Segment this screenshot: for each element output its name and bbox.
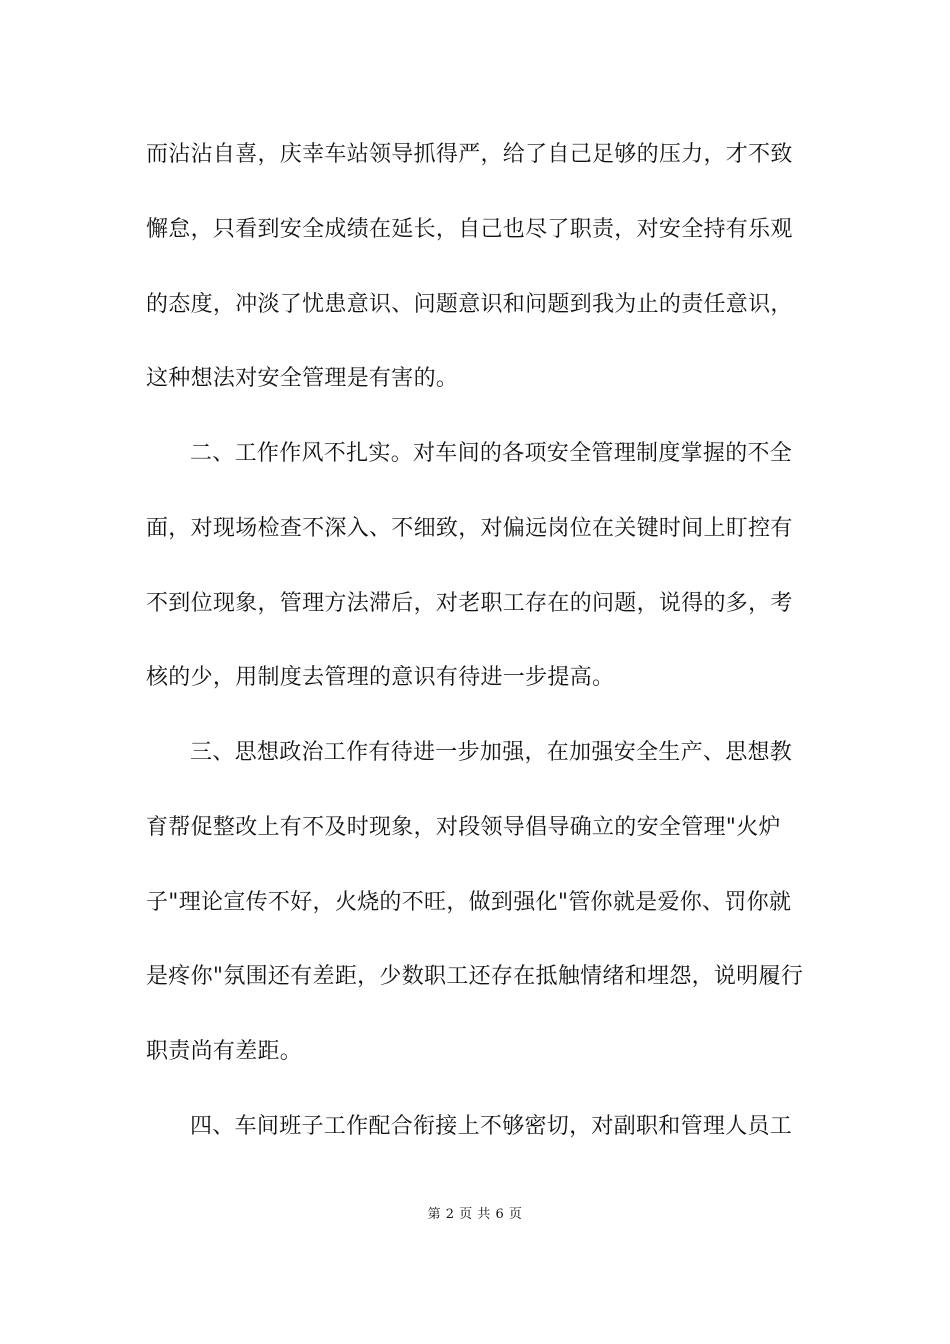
text-line: 职责尚有差距。: [146, 1039, 303, 1064]
page-number-footer: 第 2 页 共 6 页: [427, 1207, 523, 1222]
text-line: 这种想法对安全管理是有害的。: [146, 366, 459, 391]
text-line: 而沾沾自喜，庆幸车站领导抓得严，给了自己足够的压力，才不致: [146, 142, 793, 167]
paragraph-heading-line: 二、工作作风不扎实。对车间的各项安全管理制度掌握的不全: [190, 441, 793, 466]
text-line: 懈怠，只看到安全成绩在延长，自己也尽了职责，对安全持有乐观: [146, 217, 793, 242]
text-line: 的态度，冲淡了忧患意识、问题意识和问题到我为止的责任意识，: [146, 292, 793, 317]
paragraph-heading-line: 三、思想政治工作有待进一步加强，在加强安全生产、思想教: [190, 740, 793, 765]
text-line: 育帮促整改上有不及时现象，对段领导倡导确立的安全管理"火炉: [146, 815, 781, 840]
text-line: 核的少，用制度去管理的意识有待进一步提高。: [146, 665, 615, 690]
paragraph-heading-line: 四、车间班子工作配合衔接上不够密切，对副职和管理人员工: [190, 1114, 793, 1139]
text-line: 是疼你"氛围还有差距，少数职工还存在抵触情绪和埋怨，说明履行: [146, 964, 804, 989]
text-line: 不到位现象，管理方法滞后，对老职工存在的问题，说得的多，考: [146, 591, 793, 616]
text-line: 面，对现场检查不深入、不细致，对偏远岗位在关键时间上盯控有: [146, 516, 793, 541]
text-line: 子"理论宣传不好，火烧的不旺，做到强化"管你就是爱你、罚你就: [146, 890, 792, 915]
